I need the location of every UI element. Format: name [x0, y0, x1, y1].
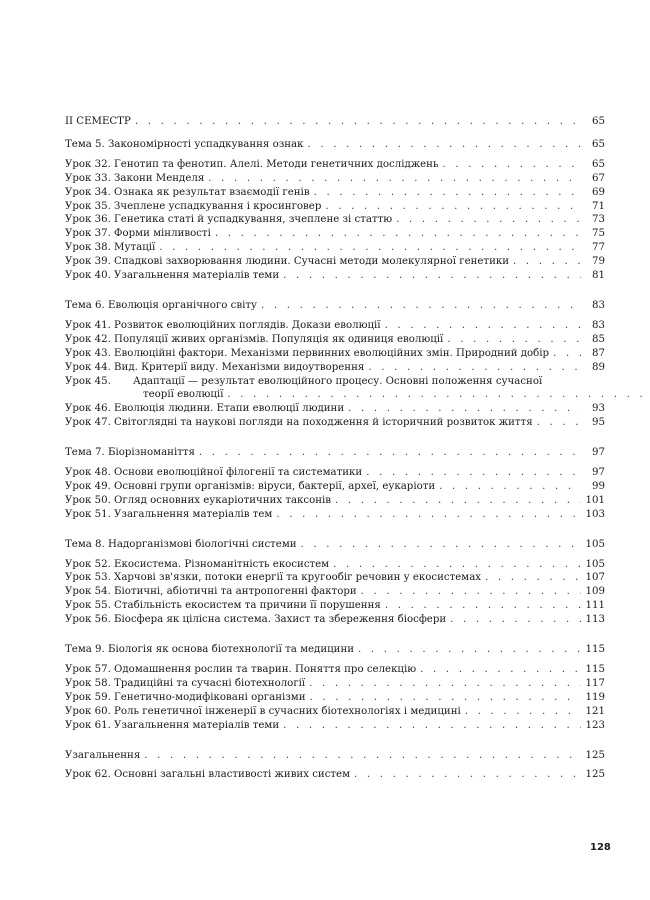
- lesson-entry: Урок 50. Огляд основних еукаріотичних таксонів . . . 101: [65, 494, 605, 508]
- dot-leader: [358, 643, 581, 657]
- dot-leader: [335, 494, 581, 508]
- dot-leader: [310, 691, 581, 705]
- dot-leader: [420, 663, 581, 677]
- dot-leader: [485, 571, 581, 585]
- lesson-entry: Урок 57. Одомашнення рослин та тварин. Поняття про селекцію . . . 115: [65, 663, 605, 677]
- dot-leader: [144, 749, 581, 763]
- lesson-entry: Урок 58. Традиційні та сучасні біотехнології . . . 117: [65, 677, 605, 691]
- dot-leader: [309, 677, 581, 691]
- lesson-entry: Урок 62. Основні загальні властивості живих систем . . . 125: [65, 768, 605, 782]
- lesson-entry: Урок 61. Узагальнення матеріалів теми . . . 123: [65, 719, 605, 733]
- lesson-entry: Урок 33. Закони Менделя . . . 67: [65, 172, 605, 186]
- lesson-entry: Урок 48. Основи еволюційної філогенії та систематики . . . 97: [65, 466, 605, 480]
- lesson-entry: Урок 55. Стабільність екосистем та причини її порушення . . . 111: [65, 599, 605, 613]
- lesson-entry: Урок 51. Узагальнення матеріалів тем . . . 103: [65, 508, 605, 522]
- dot-leader: [208, 172, 581, 186]
- lesson-entry: Урок 34. Ознака як результат взаємодії генів . . . 69: [65, 186, 605, 200]
- dot-leader: [553, 347, 581, 361]
- semester-heading: II СЕМЕСТР . . . 65: [65, 115, 605, 129]
- lesson-entry: Урок 53. Харчові зв'язки, потоки енергії та кругообіг речовин у екосистемах . . . 107: [65, 571, 605, 585]
- lesson-entry: Урок 41. Розвиток еволюційних поглядів. Докази еволюції . . . 83: [65, 319, 605, 333]
- lesson-entry: Урок 43. Еволюційні фактори. Механізми первинних еволюційних змін. Природний добір . . . 87: [65, 347, 605, 361]
- summary-section: [65, 749, 605, 783]
- topic-heading: Тема 9. Біологія як основа біотехнології та медицини . . . 115: [65, 643, 605, 657]
- dot-leader: [348, 402, 581, 416]
- lesson-entry: Урок 39. Спадкові захворювання людини. Сучасні методи молекулярної генетики . . . 79: [65, 255, 605, 269]
- dot-leader: [276, 508, 581, 522]
- dot-leader: [215, 227, 581, 241]
- topics-list: [65, 138, 605, 733]
- dot-leader: [333, 558, 581, 572]
- dot-leader: [261, 299, 581, 313]
- dot-leader: [283, 719, 581, 733]
- lesson-entry: Урок 56. Біосфера як цілісна система. Захист та збереження біосфери . . . 113: [65, 613, 605, 627]
- dot-leader: [385, 599, 581, 613]
- dot-leader: [283, 269, 581, 283]
- dot-leader: [199, 446, 581, 460]
- dot-leader: [325, 200, 581, 214]
- lesson-entry: Урок 44. Вид. Критерії виду. Механізми видоутворення . . . 89: [65, 361, 605, 375]
- lesson-entry: Урок 49. Основні групи організмів: віруси, бактерії, археї, еукаріоти . . . 99: [65, 480, 605, 494]
- dot-leader: [366, 466, 581, 480]
- dot-leader: [308, 138, 581, 152]
- dot-leader: [443, 158, 582, 172]
- lesson-entry: Урок 47. Світоглядні та наукові погляди на походження й історичний розвиток життя . . . 95: [65, 416, 605, 430]
- lesson-entry: Урок 52. Екосистема. Різноманітність екосистем . . . 105: [65, 558, 605, 572]
- dot-leader: [447, 333, 581, 347]
- lesson-entry: Урок 60. Роль генетичної інженерії в сучасних біотехнологіях і медицині . . . 121: [65, 705, 605, 719]
- dot-leader: [396, 213, 581, 227]
- dot-leader: [159, 241, 581, 255]
- lesson-entry: Урок 36. Генетика статі й успадкування, зчеплене зі статтю . . . 73: [65, 213, 605, 227]
- topic-heading: Тема 8. Надорганізмові біологічні системи . . . 105: [65, 538, 605, 552]
- table-of-contents: [65, 115, 605, 782]
- topic-heading: Тема 6. Еволюція органічного світу . . . 83: [65, 299, 605, 313]
- topic-heading: Тема 7. Біорізноманіття . . . 97: [65, 446, 605, 460]
- lesson-entry: Урок 46. Еволюція людини. Етапи еволюції людини . . . 93: [65, 402, 605, 416]
- lesson-entry: Урок 42. Популяції живих організмів. Популяція як одиниця еволюції . . . 85: [65, 333, 605, 347]
- lesson-entry: Урок 32. Генотип та фенотип. Алелі. Методи генетичних досліджень . . . 65: [65, 158, 605, 172]
- dot-leader: [368, 361, 581, 375]
- lesson-entry: Урок 59. Генетично-модифіковані організми . . . 119: [65, 691, 605, 705]
- lesson-entry: Урок 54. Біотичні, абіотичні та антропогенні фактори . . . 109: [65, 585, 605, 599]
- dot-leader: [513, 255, 581, 269]
- dot-leader: [385, 319, 581, 333]
- dot-leader: [314, 186, 581, 200]
- summary-heading: Узагальнення . . . 125: [65, 749, 605, 763]
- dot-leader: [361, 585, 581, 599]
- dot-leader: [465, 705, 581, 719]
- topic-heading: Тема 5. Закономірності успадкування ознак . . . 65: [65, 138, 605, 152]
- dot-leader: [301, 538, 581, 552]
- dot-leader: [450, 613, 581, 627]
- dot-leader: [537, 416, 581, 430]
- lesson-entry: Урок 38. Мутації . . . 77: [65, 241, 605, 255]
- lesson-entry: Урок 45. Адаптації — результат еволюційного процесу. Основні положення сучасної теорії еволюції . . .: [65, 375, 605, 403]
- lesson-entry: Урок 40. Узагальнення матеріалів теми . . . 81: [65, 269, 605, 283]
- dot-leader: [354, 768, 581, 782]
- page-number: 128: [590, 842, 611, 853]
- lesson-entry: Урок 37. Форми мінливості . . . 75: [65, 227, 605, 241]
- dot-leader: [439, 480, 581, 494]
- lesson-entry: Урок 35. Зчеплене успадкування і кросинговер . . . 71: [65, 200, 605, 214]
